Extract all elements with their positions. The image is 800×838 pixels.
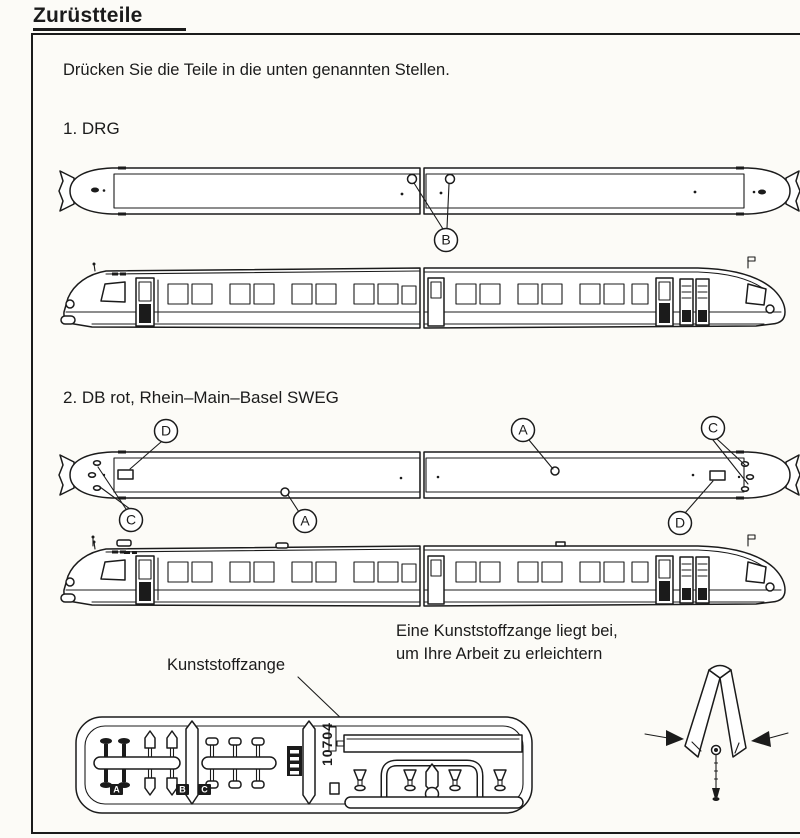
- intro-text: Drücken Sie die Teile in die unten genannten Stellen.: [63, 61, 450, 79]
- sprue-part-number: 10704: [319, 722, 335, 766]
- page-title: Zurüstteile: [33, 4, 143, 27]
- train1-top-view: [59, 167, 800, 230]
- section-1-heading: 1. DRG: [63, 119, 120, 138]
- section-2-heading: 2. DB rot, Rhein–Main–Basel SWEG: [63, 388, 339, 407]
- mount-slot-d-left: [118, 470, 133, 479]
- callout-a-letter: A: [300, 512, 310, 529]
- mount-hole-b2: [446, 175, 455, 184]
- sprue-grille-part: [287, 746, 302, 776]
- roof-part: [556, 542, 565, 546]
- callout-c-letter: C: [707, 419, 719, 436]
- tweezers-left-leg: [685, 670, 720, 757]
- callout-b-letter: B: [441, 231, 451, 248]
- arrow-right: [751, 731, 788, 747]
- tweezers-right-leg: [720, 670, 746, 757]
- callout-d-letter: D: [160, 422, 172, 439]
- callout-a-left: [294, 510, 317, 533]
- sprue-slot-b-letter: B: [179, 784, 186, 795]
- tool-note-line2: um Ihre Arbeit zu erleichtern: [396, 645, 603, 663]
- tool-label: Kunststoffzange: [167, 656, 286, 674]
- sprue-slot-a: [110, 784, 123, 795]
- mount-slot-d-right: [710, 471, 725, 480]
- callout-c-left: [120, 509, 143, 532]
- roof-horn-part: [117, 540, 131, 546]
- sprue-slot-a-letter: A: [113, 784, 120, 795]
- tool-note-line1: Eine Kunststoffzange liegt bei,: [396, 622, 618, 640]
- callout-d-left: [155, 420, 178, 443]
- callout-c-letter: C: [125, 511, 137, 528]
- sprue-slot-c: [198, 784, 211, 795]
- callout-c-right: [702, 417, 725, 440]
- sprue-diagram: [76, 717, 532, 813]
- sprue-tweezer-blank: [337, 735, 522, 752]
- small-pin-part: [712, 746, 721, 802]
- callout-d-right: [669, 512, 692, 535]
- callout-a-letter: A: [518, 421, 528, 438]
- train2-side-view: [61, 535, 785, 606]
- callout-d-letter: D: [674, 514, 686, 531]
- callout-b: [435, 229, 458, 252]
- tweezers-diagram: [645, 666, 788, 802]
- train1-side-view: [61, 257, 785, 328]
- roof-vent-part: [276, 543, 288, 548]
- callout-a-right: [512, 419, 535, 442]
- train2-top-view: [59, 439, 800, 513]
- arrow-left: [645, 730, 684, 746]
- sprue-slot-b: [176, 784, 189, 795]
- mount-hole-b1: [408, 175, 417, 184]
- sprue-slot-c-letter: C: [201, 784, 208, 795]
